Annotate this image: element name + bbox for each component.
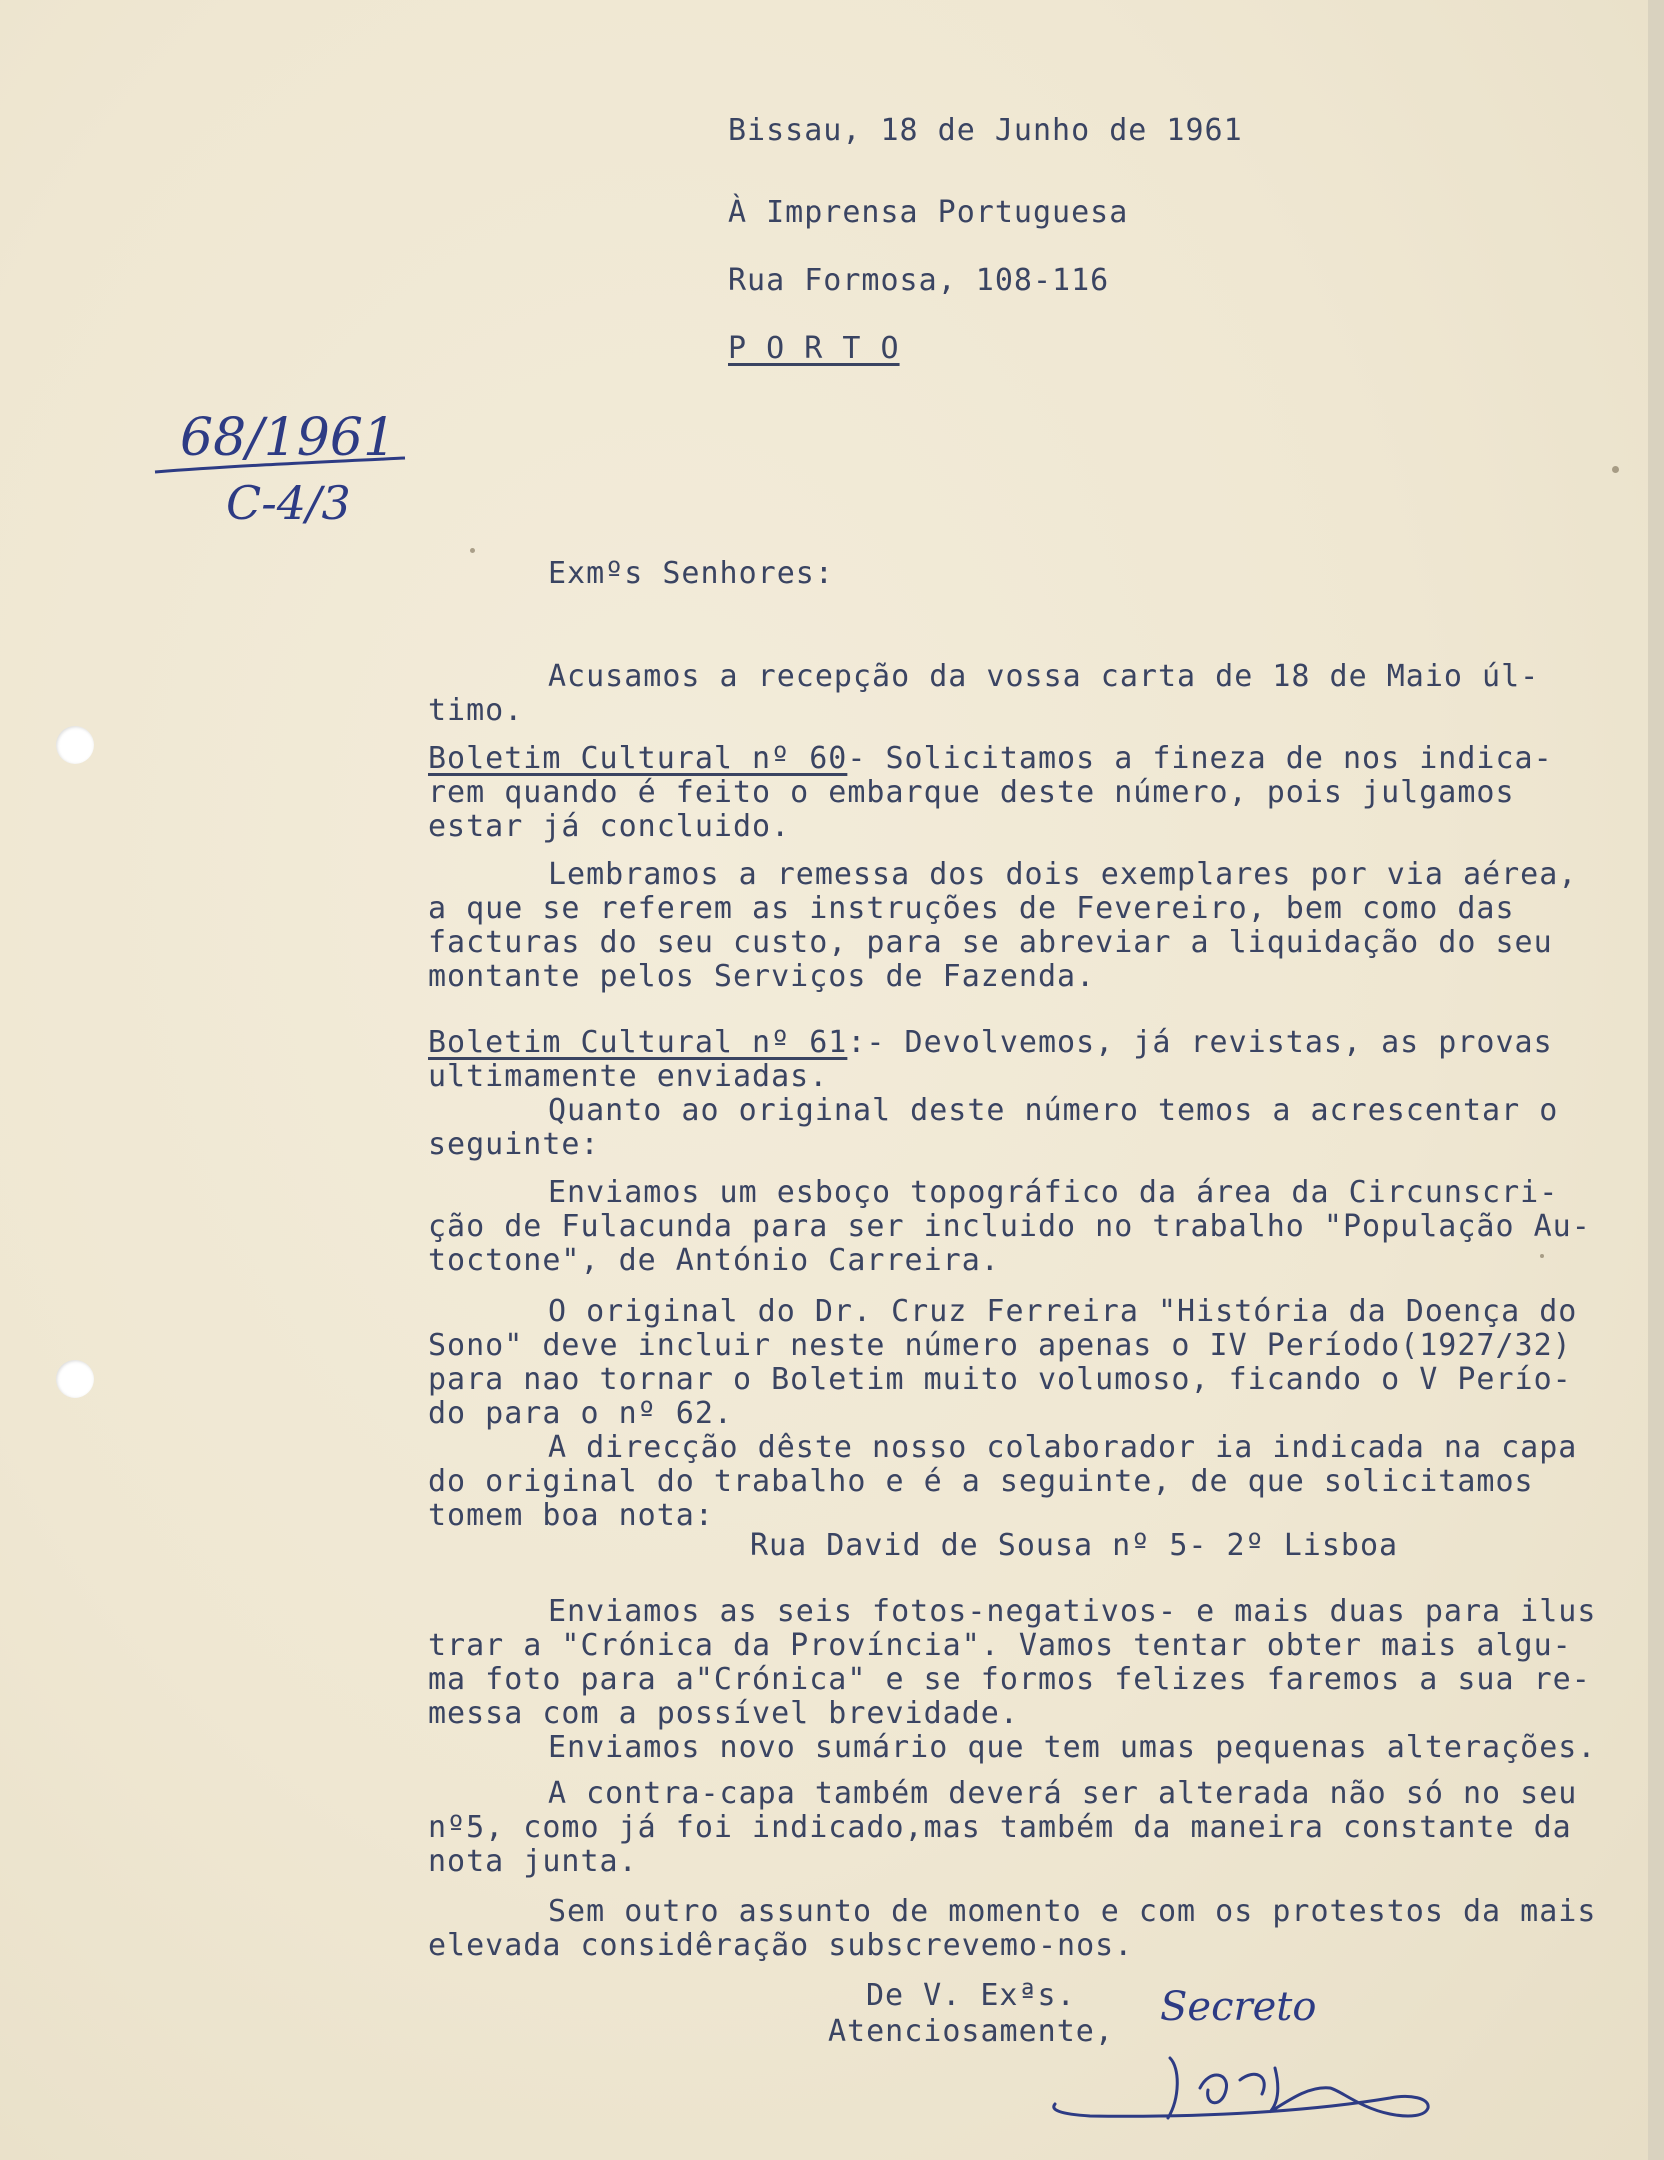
body-line: ção de Fulacunda para ser incluido no trabalho "População Au- <box>428 1209 1591 1244</box>
punch-hole <box>56 1360 94 1398</box>
closing-regards: Atenciosamente, <box>828 2014 1114 2049</box>
body-line: para nao tornar o Boletim muito volumoso, ficando o V Perío- <box>428 1362 1572 1397</box>
body-line: rem quando é feito o embarque deste número, pois julgamos <box>428 775 1515 810</box>
body-text: :- Devolvemos, já revistas, as provas <box>847 1025 1553 1060</box>
body-line: O original do Dr. Cruz Ferreira "História da Doença do <box>548 1294 1578 1329</box>
addressee-name: À Imprensa Portuguesa <box>728 195 1129 230</box>
body-line: tomem boa nota: <box>428 1498 714 1533</box>
margin-note-reference: 68/1961 <box>180 408 397 468</box>
body-line: A contra-capa também deverá ser alterada não só no seu <box>548 1776 1578 1811</box>
body-line: timo. <box>428 693 524 728</box>
paper-speck <box>1612 466 1619 473</box>
body-line: Quanto ao original deste número temos a acrescentar o <box>548 1093 1559 1128</box>
body-line: messa com a possível brevidade. <box>428 1696 1019 1731</box>
body-line: elevada considêração subscrevemo-nos. <box>428 1928 1134 1963</box>
punch-hole <box>56 726 94 764</box>
body-line: Enviamos as seis fotos-negativos- e mais duas para ilus <box>548 1594 1597 1629</box>
body-line: Lembramos a remessa dos dois exemplares por via aérea, <box>548 857 1578 892</box>
body-line: nota junta. <box>428 1844 638 1879</box>
boletim-60-line <box>428 742 1553 776</box>
paper-speck <box>470 548 475 553</box>
addressee-street: Rua Formosa, 108-116 <box>728 263 1110 298</box>
body-line: toctone", de António Carreira. <box>428 1243 1000 1278</box>
addressee-city: P O R T O <box>728 331 900 366</box>
body-line: a que se referem as instruções de Fevereiro, bem como das <box>428 891 1515 926</box>
margin-note-code: C-4/3 <box>226 476 351 530</box>
letter-date: Bissau, 18 de Junho de 1961 <box>728 113 1243 148</box>
collaborator-address: Rua David de Sousa nº 5- 2º Lisboa <box>750 1528 1399 1563</box>
body-line: facturas do seu custo, para se abreviar a liquidação do seu <box>428 925 1553 960</box>
boletim-61-heading: Boletim Cultural nº 61 <box>428 1025 848 1060</box>
body-line: montante pelos Serviços de Fazenda. <box>428 959 1096 994</box>
body-line: nº5, como já foi indicado,mas também da maneira constante da <box>428 1810 1572 1845</box>
page-edge <box>1648 0 1664 2160</box>
handwritten-signature <box>1030 2028 1450 2138</box>
body-line: Sem outro assunto de momento e com os protestos da mais <box>548 1894 1597 1929</box>
body-line: ultimamente enviadas. <box>428 1059 829 1094</box>
body-line: do original do trabalho e é a seguinte, de que solicitamos <box>428 1464 1534 1499</box>
boletim-61-line <box>428 1026 1553 1060</box>
body-line: ma foto para a"Crónica" e se formos felizes faremos a sua re- <box>428 1662 1591 1697</box>
body-line: estar já concluido. <box>428 809 791 844</box>
body-line: Acusamos a recepção da vossa carta de 18 de Maio úl- <box>548 659 1540 694</box>
paper-speck <box>1540 1254 1544 1258</box>
body-line: Enviamos um esboço topográfico da área da Circunscri- <box>548 1175 1559 1210</box>
salutation: Exmºs Senhores: <box>548 556 834 591</box>
body-line: Enviamos novo sumário que tem umas pequenas alterações. <box>548 1730 1597 1765</box>
body-line: trar a "Crónica da Província". Vamos tentar obter mais algu- <box>428 1628 1572 1663</box>
body-line: Sono" deve incluir neste número apenas o IV Período(1927/32) <box>428 1328 1572 1363</box>
signature-title: Secreto <box>1160 1984 1317 2030</box>
boletim-60-heading: Boletim Cultural nº 60 <box>428 741 848 776</box>
body-text: - Solicitamos a fineza de nos indica- <box>847 741 1553 776</box>
closing-courtesy: De V. Exªs. <box>866 1978 1076 2013</box>
body-line: seguinte: <box>428 1127 600 1162</box>
body-line: do para o nº 62. <box>428 1396 733 1431</box>
body-line: A direcção dêste nosso colaborador ia indicada na capa <box>548 1430 1578 1465</box>
